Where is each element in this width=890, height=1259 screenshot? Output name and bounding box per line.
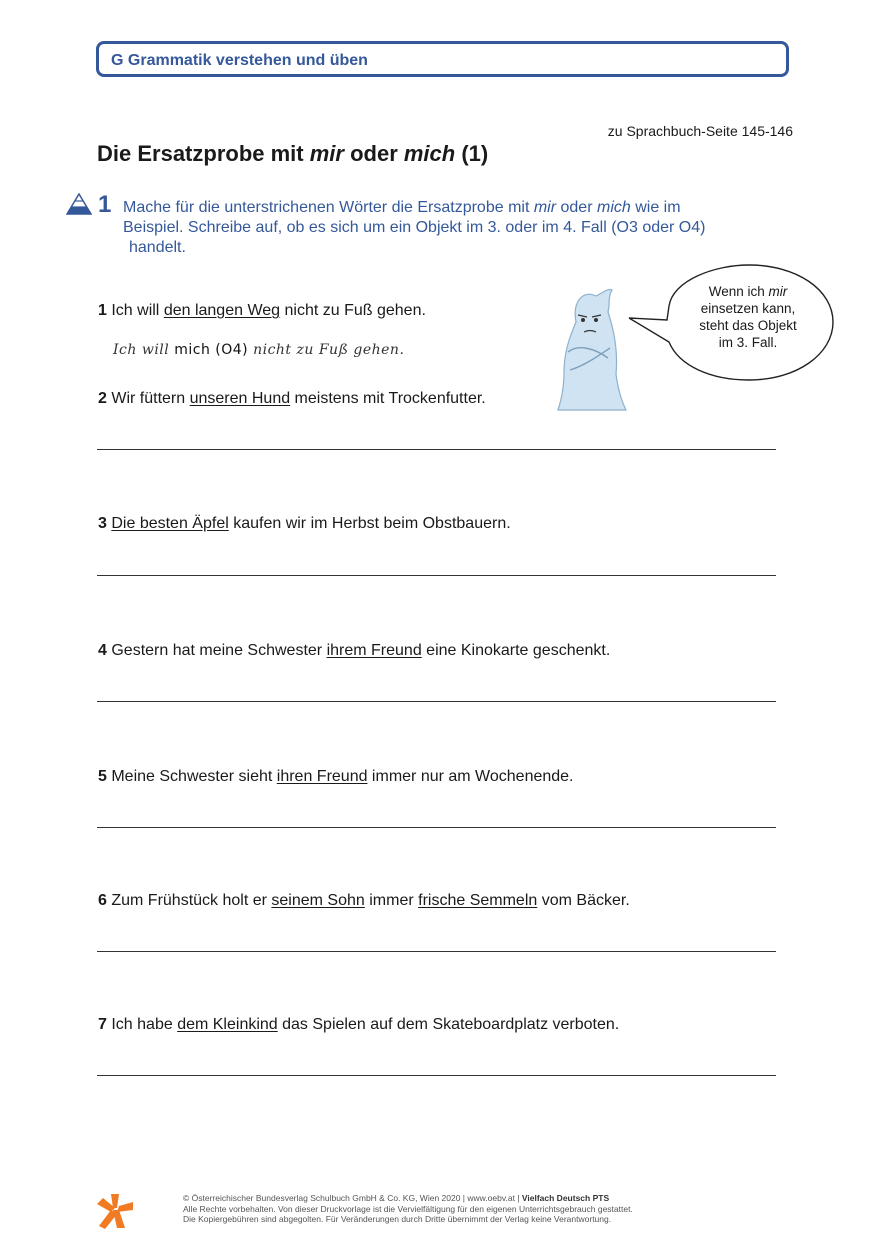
exercise-sentence: 4 Gestern hat meine Schwester ihrem Freund eine Kinokarte geschenkt. xyxy=(98,642,611,659)
page-reference: zu Sprachbuch-Seite 145-146 xyxy=(607,123,793,139)
publisher-logo-icon xyxy=(95,1192,135,1230)
footer-copyright: © Österreichischer Bundesverlag Schulbuch GmbH & Co. KG, Wien 2020 | www.oebv.at | Vielfach Deutsch PTS Alle Rechte vorbehalten. Von dieser Druckvorlage ist die Vervielfältigung für den eigenen Unterrichtsgebrauch gestattet. Die Kopiergebühren sind abgegolten. Für Veränderungen durch Dritte übernimmt der Verlag keine Verantwortung. xyxy=(183,1193,633,1224)
answer-line[interactable] xyxy=(97,827,776,828)
speech-bubble-text: Wenn ich mir einsetzen kann, steht das Objekt im 3. Fall. xyxy=(699,284,797,350)
exercise-sentence: 7 Ich habe dem Kleinkind das Spielen auf dem Skateboardplatz verboten. xyxy=(98,1016,620,1033)
section-header-title: G Grammatik verstehen und üben xyxy=(111,52,368,69)
exercise-sentence: 5 Meine Schwester sieht ihren Freund immer nur am Wochenende. xyxy=(98,768,574,785)
page-title: Die Ersatzprobe mit mir oder mich (1) xyxy=(97,141,489,166)
exercise-sentence: 3 Die besten Äpfel kaufen wir im Herbst beim Obstbauern. xyxy=(98,515,511,532)
task-instruction: Mache für die unterstrichenen Wörter die Ersatzprobe mit mir oder mich wie im Beispiel. Schreibe auf, ob es sich um ein Objekt im 3. oder im 4. Fall (O3 oder O4) handelt. xyxy=(123,199,706,256)
answer-line[interactable] xyxy=(97,951,776,952)
answer-line[interactable] xyxy=(97,701,776,702)
exercise-sentence: 6 Zum Frühstück holt er seinem Sohn immer frische Semmeln vom Bäcker. xyxy=(98,892,630,909)
section-header-box xyxy=(96,41,789,77)
exercise-sentence: 1 Ich will den langen Weg nicht zu Fuß gehen. xyxy=(98,302,426,319)
exercise-sentence: 2 Wir füttern unseren Hund meistens mit Trockenfutter. xyxy=(98,390,486,407)
ghost-character-illustration xyxy=(550,282,630,416)
answer-line[interactable] xyxy=(97,449,776,450)
answer-line[interactable] xyxy=(97,575,776,576)
difficulty-pyramid-icon xyxy=(66,193,92,215)
answer-line[interactable] xyxy=(97,1075,776,1076)
task-number: 1 xyxy=(98,191,112,218)
handwritten-example-answer: Ich will mich (O4) nicht zu Fuß gehen. xyxy=(113,342,405,358)
